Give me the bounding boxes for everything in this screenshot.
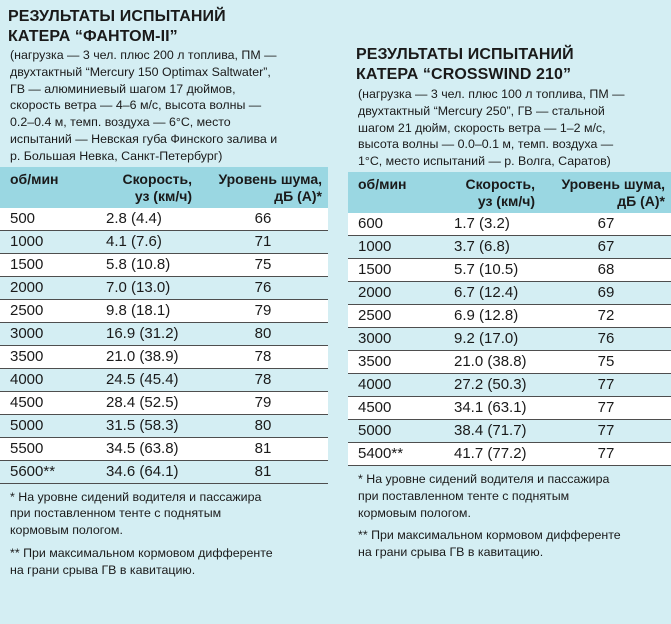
cell-rpm: 1500 [348, 258, 432, 281]
fantom-test-conditions: (нагрузка — 3 чел. плюс 200 л топлива, ПМ — двухтактный “Mercury 150 Optimax Saltwater”, ГВ — алюминиевый шагом 17 дюймов, скорость ветра — 4–6 м/с, высота волны — 0.2–0.4 м, темп. воздуха — 6°С, место испытаний — Невская губа Финского залива и р. Большая Невка, Санкт-Петербург) [10, 48, 278, 163]
column-header-noise: Уровень шума, дБ (A)* [198, 167, 328, 208]
crosswind-table-body [348, 213, 671, 465]
cell-rpm: 5500 [0, 437, 84, 460]
table-row [0, 322, 328, 345]
cell-rpm: 5600** [0, 460, 84, 483]
column-header-speed: Скорость, уз (км/ч) [84, 167, 198, 208]
table-row [348, 442, 671, 465]
cell-speed: 38.4 (71.7) [432, 419, 541, 442]
column-header-rpm: об/мин [348, 172, 432, 213]
cell-speed: 34.6 (64.1) [84, 460, 198, 483]
cell-noise: 77 [541, 396, 671, 419]
cell-rpm: 4000 [0, 368, 84, 391]
cell-noise: 81 [198, 437, 328, 460]
crosswind-footnotes [348, 465, 671, 561]
cell-speed: 28.4 (52.5) [84, 391, 198, 414]
cell-noise: 77 [541, 442, 671, 465]
cell-speed: 27.2 (50.3) [432, 373, 541, 396]
cell-noise: 75 [198, 253, 328, 276]
footnote-noise: * На уровне сидений водителя и пассажира при поставленном тенте с поднятым кормовым пологом. [358, 471, 610, 520]
cell-noise: 81 [198, 460, 328, 483]
cell-rpm: 3500 [0, 345, 84, 368]
table-row [0, 437, 328, 460]
cell-noise: 76 [541, 327, 671, 350]
cell-rpm: 2500 [0, 299, 84, 322]
cell-noise: 78 [198, 345, 328, 368]
cell-noise: 68 [541, 258, 671, 281]
cell-speed: 1.7 (3.2) [432, 213, 541, 236]
cell-speed: 34.1 (63.1) [432, 396, 541, 419]
cell-rpm: 500 [0, 208, 84, 231]
cell-rpm: 4500 [348, 396, 432, 419]
cell-speed: 9.8 (18.1) [84, 299, 198, 322]
cell-speed: 6.9 (12.8) [432, 304, 541, 327]
cell-noise: 67 [541, 235, 671, 258]
fantom-test-results-panel [0, 0, 328, 579]
cell-noise: 66 [198, 208, 328, 231]
cell-rpm: 3500 [348, 350, 432, 373]
cell-speed: 34.5 (63.8) [84, 437, 198, 460]
cell-speed: 5.8 (10.8) [84, 253, 198, 276]
cell-speed: 21.0 (38.9) [84, 345, 198, 368]
cell-rpm: 2000 [0, 276, 84, 299]
table-row [348, 419, 671, 442]
cell-speed: 7.0 (13.0) [84, 276, 198, 299]
cell-noise: 75 [541, 350, 671, 373]
cell-rpm: 2000 [348, 281, 432, 304]
cell-rpm: 5400** [348, 442, 432, 465]
table-row [0, 276, 328, 299]
cell-noise: 77 [541, 419, 671, 442]
cell-speed: 31.5 (58.3) [84, 414, 198, 437]
table-row [0, 253, 328, 276]
table-row [0, 299, 328, 322]
table-row [348, 373, 671, 396]
table-row [348, 350, 671, 373]
cell-speed: 41.7 (77.2) [432, 442, 541, 465]
table-row [348, 327, 671, 350]
table-row [0, 345, 328, 368]
cell-speed: 9.2 (17.0) [432, 327, 541, 350]
cell-rpm: 2500 [348, 304, 432, 327]
table-row [348, 213, 671, 236]
cell-noise: 80 [198, 414, 328, 437]
crosswind-test-conditions: (нагрузка — 3 чел. плюс 100 л топлива, ПМ — двухтактный “Mercury 250”, ГВ — стальной шагом 21 дюйм, скорость ветра — 1–2 м/с, высота волны — 0.0–0.1 м, темп. воздуха — 1°С, место испытаний — р. Волга, Саратов) [358, 87, 625, 169]
cell-noise: 76 [198, 276, 328, 299]
footnote-max-rpm: ** При максимальном кормовом дифференте на грани срыва ГВ в кавитацию. [10, 545, 273, 577]
crosswind-results-table [348, 172, 671, 465]
cell-rpm: 4000 [348, 373, 432, 396]
column-header-speed: Скорость, уз (км/ч) [432, 172, 541, 213]
table-header-row [0, 167, 328, 208]
table-row [348, 258, 671, 281]
cell-speed: 2.8 (4.4) [84, 208, 198, 231]
cell-noise: 79 [198, 391, 328, 414]
table-row [0, 208, 328, 231]
fantom-footnotes [0, 483, 328, 579]
cell-noise: 67 [541, 213, 671, 236]
cell-noise: 80 [198, 322, 328, 345]
cell-noise: 71 [198, 230, 328, 253]
cell-speed: 3.7 (6.8) [432, 235, 541, 258]
cell-rpm: 1000 [348, 235, 432, 258]
fantom-table-body [0, 208, 328, 483]
cell-speed: 6.7 (12.4) [432, 281, 541, 304]
cell-speed: 24.5 (45.4) [84, 368, 198, 391]
cell-rpm: 5000 [348, 419, 432, 442]
cell-rpm: 3000 [0, 322, 84, 345]
table-row [348, 304, 671, 327]
cell-speed: 5.7 (10.5) [432, 258, 541, 281]
column-header-rpm: об/мин [0, 167, 84, 208]
cell-speed: 21.0 (38.8) [432, 350, 541, 373]
table-row [348, 396, 671, 419]
cell-rpm: 1000 [0, 230, 84, 253]
table-row [348, 281, 671, 304]
table-row [0, 230, 328, 253]
fantom-results-table [0, 167, 328, 483]
cell-noise: 77 [541, 373, 671, 396]
crosswind-title: РЕЗУЛЬТАТЫ ИСПЫТАНИЙ КАТЕРА “CROSSWIND 210” [356, 46, 574, 83]
table-row [0, 460, 328, 483]
cell-speed: 16.9 (31.2) [84, 322, 198, 345]
footnote-max-rpm: ** При максимальном кормовом дифференте на грани срыва ГВ в кавитацию. [358, 528, 621, 560]
footnote-noise: * На уровне сидений водителя и пассажира при поставленном тенте с поднятым кормовым пологом. [10, 489, 262, 538]
cell-noise: 69 [541, 281, 671, 304]
cell-rpm: 5000 [0, 414, 84, 437]
cell-rpm: 600 [348, 213, 432, 236]
cell-noise: 78 [198, 368, 328, 391]
cell-speed: 4.1 (7.6) [84, 230, 198, 253]
cell-noise: 79 [198, 299, 328, 322]
cell-noise: 72 [541, 304, 671, 327]
table-header-row [348, 172, 671, 213]
table-row [348, 235, 671, 258]
table-row [0, 368, 328, 391]
cell-rpm: 1500 [0, 253, 84, 276]
column-header-noise: Уровень шума, дБ (A)* [541, 172, 671, 213]
cell-rpm: 3000 [348, 327, 432, 350]
crosswind-test-results-panel [348, 0, 671, 561]
table-row [0, 414, 328, 437]
cell-rpm: 4500 [0, 391, 84, 414]
fantom-title: РЕЗУЛЬТАТЫ ИСПЫТАНИЙ КАТЕРА “ФАНТОМ-II” [8, 8, 226, 45]
table-row [0, 391, 328, 414]
